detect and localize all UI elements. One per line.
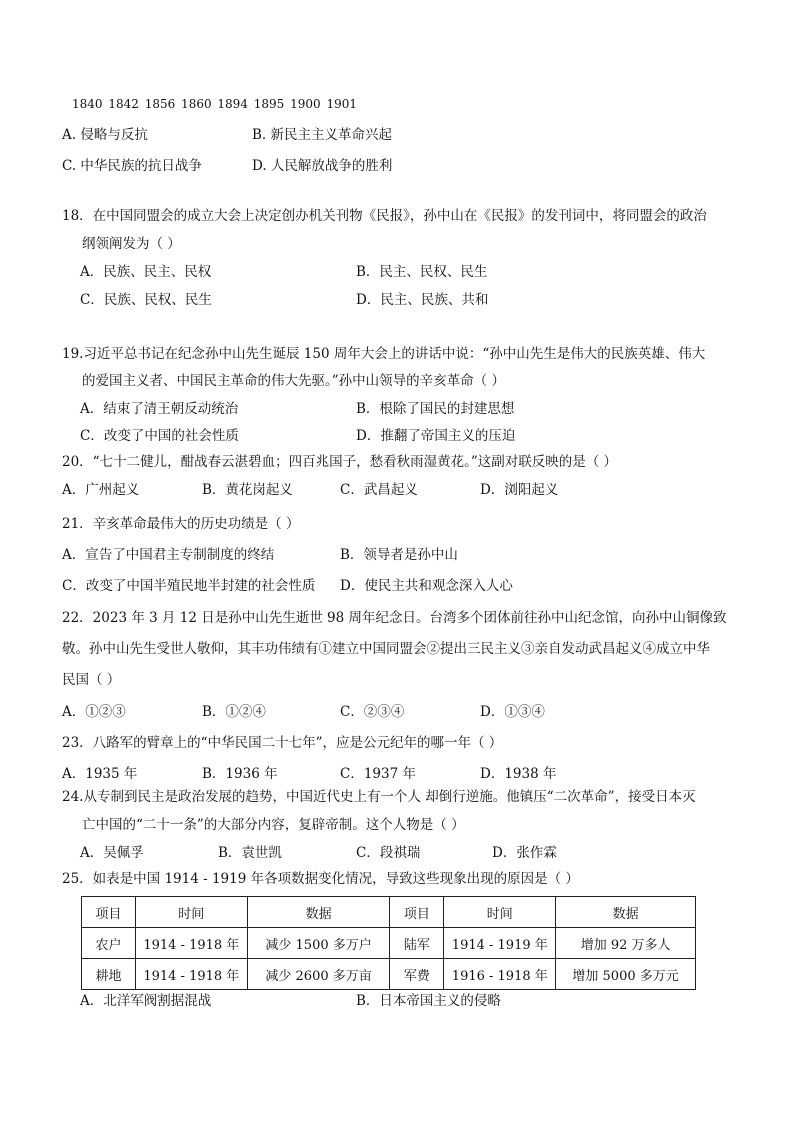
q23-option-a: A．1935 年 — [62, 766, 138, 782]
q21-stem: 21．辛亥革命最伟大的历史功绩是（ ） — [62, 516, 300, 532]
q19-option-a: A．结束了清王朝反动统治 — [80, 401, 239, 417]
q22-stem-line3: 民国（ ） — [62, 672, 121, 688]
table-header-cell: 数据 — [556, 897, 696, 928]
q19-stem-line1: 19.习近平总书记在纪念孙中山先生诞辰 150 周年大会上的讲话中说：“孙中山先生是伟大的民族英雄、伟大 — [62, 346, 706, 362]
table-cell: 1914 - 1918 年 — [135, 959, 247, 990]
table-cell: 1916 - 1918 年 — [444, 959, 556, 990]
q21-option-d: D．使民主共和观念深入人心 — [340, 578, 513, 594]
table-header-cell: 项目 — [390, 897, 444, 928]
table-cell: 陆军 — [390, 928, 444, 959]
q22-option-b: B．①②④ — [202, 704, 266, 720]
table-row — [82, 959, 696, 990]
q22-option-a: A．①②③ — [62, 704, 126, 720]
q19-stem-line2: 的爱国主义者、中国民主革命的伟大先驱。”孙中山领导的辛亥革命（ ） — [82, 373, 505, 389]
table-row — [82, 928, 696, 959]
q18-option-b: B．民主、民权、民生 — [356, 264, 488, 280]
q24-option-d: D．张作霖 — [492, 845, 557, 861]
q24-option-b: B．袁世凯 — [218, 845, 282, 861]
q23-option-d: D．1938 年 — [480, 766, 557, 782]
q25-option-a: A．北洋军阀割据混战 — [80, 993, 212, 1009]
q19-option-c: C．改变了中国的社会性质 — [80, 428, 239, 444]
q20-option-a: A．广州起义 — [62, 482, 140, 498]
q21-option-c: C．改变了中国半殖民地半封建的社会性质 — [62, 578, 316, 594]
table-header-cell: 数据 — [247, 897, 390, 928]
q17-option-d: D. 人民解放战争的胜利 — [252, 158, 393, 174]
q22-option-d: D．①③④ — [480, 704, 545, 720]
table-cell: 增加 5000 多万元 — [556, 959, 696, 990]
table-header-cell: 时间 — [444, 897, 556, 928]
q17-option-b: B. 新民主主义革命兴起 — [252, 127, 393, 143]
q24-stem-line1: 24.从专制到民主是政治发展的趋势，中国近代史上有一个人 却倒行逆施。他镇压“二次革命”，接受日本灭 — [62, 789, 696, 805]
q18-option-d: D．民主、民族、共和 — [356, 292, 489, 308]
q18-option-c: C．民族、民权、民生 — [80, 292, 212, 308]
q21-option-a: A．宣告了中国君主专制制度的终结 — [62, 547, 275, 563]
q21-option-b: B．领导者是孙中山 — [340, 547, 458, 563]
table-cell: 耕地 — [82, 959, 136, 990]
q25-option-b: B．日本帝国主义的侵略 — [356, 993, 501, 1009]
q17-option-c: C. 中华民族的抗日战争 — [62, 158, 202, 174]
q23-option-c: C．1937 年 — [340, 766, 416, 782]
year-sequence: 1840 1842 1856 1860 1894 1895 1900 1901 — [72, 97, 358, 111]
q19-option-d: D．推翻了帝国主义的压迫 — [356, 428, 516, 444]
table-cell: 农户 — [82, 928, 136, 959]
q20-option-d: D．浏阳起义 — [480, 482, 559, 498]
table-header-cell: 时间 — [135, 897, 247, 928]
q24-stem-line2: 亡中国的“二十一条”的大部分内容，复辟帝制。这个人物是（ ） — [82, 817, 465, 833]
q18-stem-line1: 18．在中国同盟会的成立大会上决定创办机关刊物《民报》，孙中山在《民报》的发刊词中，将同盟会的政治 — [62, 208, 707, 224]
q20-stem: 20．“七十二健儿，酣战春云湛碧血；四百兆国子，愁看秋雨湿黄花。”这副对联反映的是（ ） — [62, 454, 618, 470]
q24-option-a: A．吴佩孚 — [80, 845, 144, 861]
q22-option-c: C．②③④ — [340, 704, 405, 720]
q18-stem-line2: 纲领阐发为（ ） — [82, 236, 181, 252]
q23-option-b: B．1936 年 — [202, 766, 278, 782]
table-header-row — [82, 897, 696, 928]
q20-option-c: C．武昌起义 — [340, 482, 418, 498]
q22-stem-line2: 敬。孙中山先生受世人敬仰，其丰功伟绩有①建立中国同盟会②提出三民主义③亲自发动武昌起义④成立中华 — [62, 641, 710, 657]
table-cell: 减少 1500 多万户 — [247, 928, 390, 959]
q18-option-a: A．民族、民主、民权 — [80, 264, 212, 280]
data-table — [81, 896, 696, 990]
q24-option-c: C．段祺瑞 — [356, 845, 421, 861]
table-cell: 1914 - 1919 年 — [444, 928, 556, 959]
table-cell: 1914 - 1918 年 — [135, 928, 247, 959]
q22-stem-line1: 22．2023 年 3 月 12 日是孙中山先生逝世 98 周年纪念日。台湾多个团体前往孙中山纪念馆，向孙中山铜像致 — [62, 610, 727, 626]
q23-stem: 23．八路军的臂章上的“中华民国二十七年”，应是公元纪年的哪一年（ ） — [62, 735, 503, 751]
q17-option-a: A. 侵略与反抗 — [62, 127, 148, 143]
table-cell: 军费 — [390, 959, 444, 990]
table-cell: 增加 92 万多人 — [556, 928, 696, 959]
table-header-cell: 项目 — [82, 897, 136, 928]
q25-stem: 25．如表是中国 1914 - 1919 年各项数据变化情况，导致这些现象出现的原因是（ ） — [62, 871, 579, 887]
table-cell: 减少 2600 多万亩 — [247, 959, 390, 990]
q19-option-b: B．根除了国民的封建思想 — [356, 401, 515, 417]
q20-option-b: B．黄花岗起义 — [202, 482, 293, 498]
